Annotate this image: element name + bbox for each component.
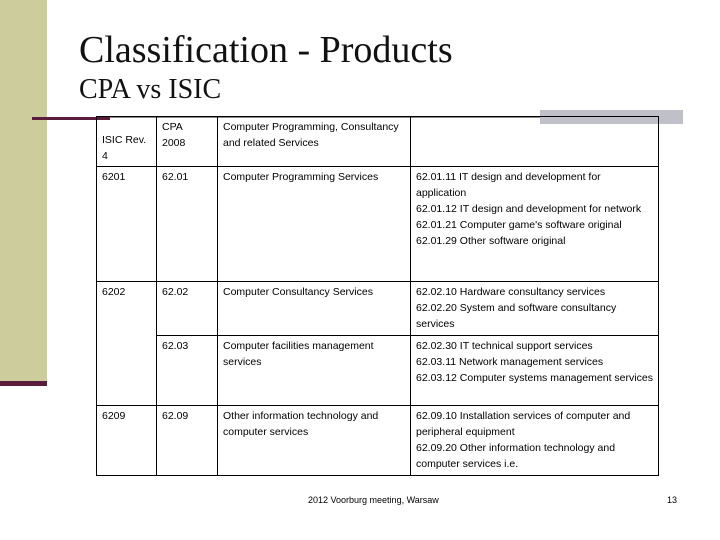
product-entry: 62.01.21 Computer game's software original	[416, 219, 622, 231]
cell-description: Computer facilities management services	[218, 336, 411, 406]
product-entry: 62.01.11 IT design and development for application	[416, 171, 601, 199]
sidebar-accent-bar	[0, 381, 47, 386]
product-entry: 62.01.29 Other software original	[416, 235, 566, 247]
product-entry: 62.01.12 IT design and development for network	[416, 203, 642, 215]
cell-isic	[97, 336, 157, 406]
footer-text: 2012 Voorburg meeting, Warsaw	[308, 495, 439, 505]
product-entry: 62.09.10 Installation services of computer and peripheral equipment	[416, 410, 631, 438]
cell-description: Computer Programming Services	[218, 167, 411, 282]
cell-description: Computer Consultancy Services	[218, 282, 411, 336]
page-number: 13	[667, 495, 678, 505]
table-row	[97, 406, 659, 476]
classification-table	[96, 116, 659, 476]
cell-products	[411, 406, 659, 476]
product-entry: 62.02.20 System and software consultancy services	[416, 302, 617, 330]
product-entry: 62.03.11 Network management services	[416, 356, 604, 368]
cell-cpa: 62.03	[157, 336, 218, 406]
cell-isic: 6201	[97, 167, 157, 282]
slide-subtitle: CPA vs ISIC	[79, 74, 222, 105]
cell-products	[411, 167, 659, 282]
cell-products	[411, 336, 659, 406]
header-isic: ISIC Rev. 4	[97, 117, 157, 167]
product-entry: 62.03.12 Computer systems management services	[416, 372, 653, 384]
header-products	[411, 117, 659, 167]
header-description: Computer Programming, Consultancy and related Services	[218, 117, 411, 167]
cell-cpa: 62.01	[157, 167, 218, 282]
table-row	[97, 282, 659, 336]
cell-isic: 6209	[97, 406, 157, 476]
product-entry: 62.02.10 Hardware consultancy services	[416, 286, 606, 298]
table-row	[97, 167, 659, 282]
cell-products	[411, 282, 659, 336]
cell-cpa: 62.02	[157, 282, 218, 336]
header-cpa: CPA 2008	[157, 117, 218, 167]
cell-cpa: 62.09	[157, 406, 218, 476]
cell-description: Other information technology and computer services	[218, 406, 411, 476]
table-row	[97, 336, 659, 406]
sidebar-decoration	[0, 0, 47, 384]
table-header-row	[97, 117, 659, 167]
product-entry: 62.02.30 IT technical support services	[416, 340, 593, 352]
product-entry: 62.09.20 Other information technology and computer services i.e.	[416, 442, 616, 470]
slide-title: Classification - Products	[79, 29, 453, 71]
cell-isic: 6202	[97, 282, 157, 336]
